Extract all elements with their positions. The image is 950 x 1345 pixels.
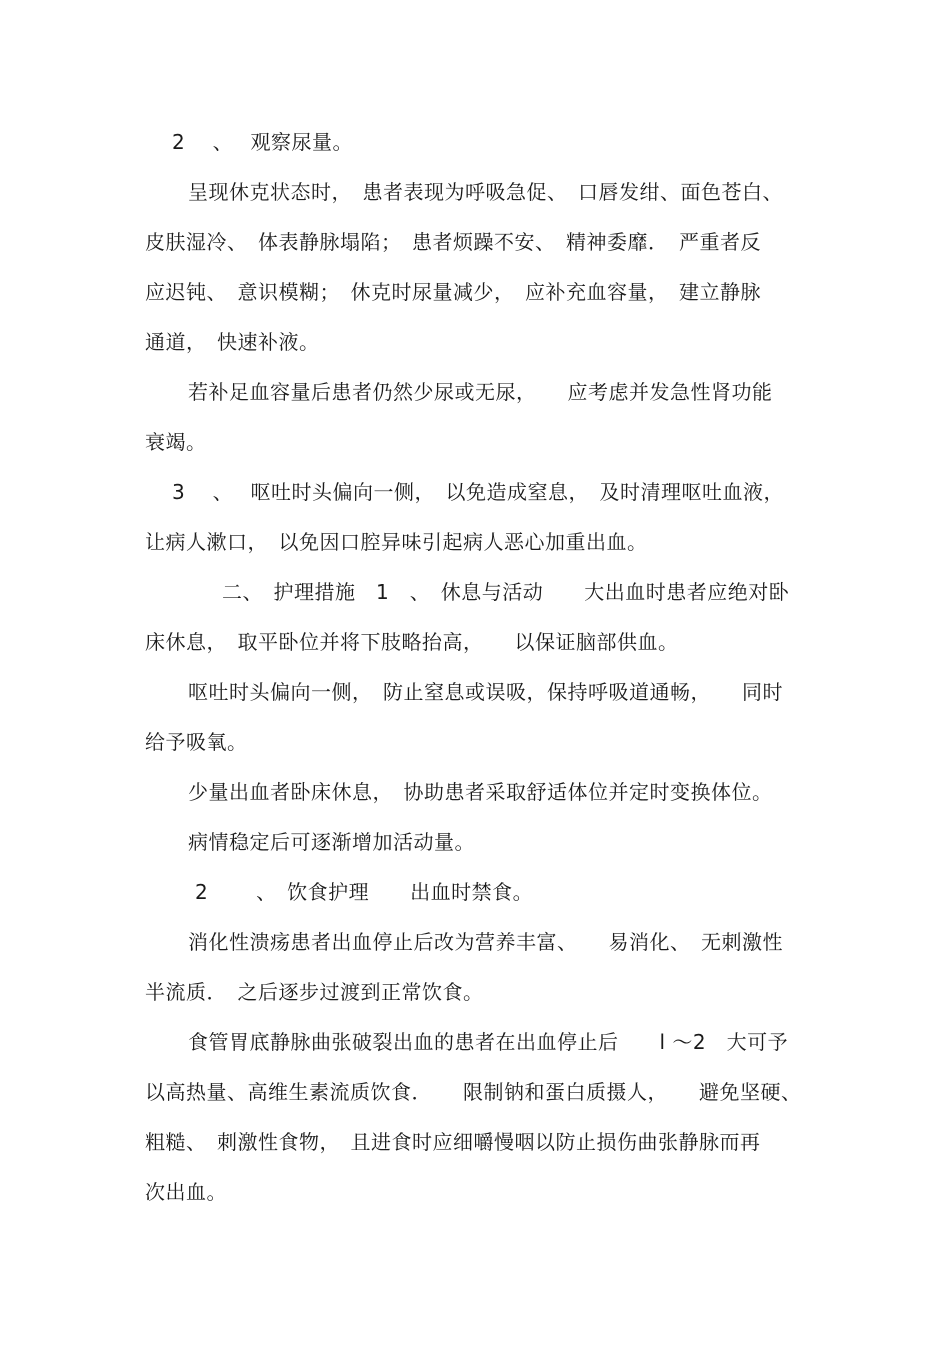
text-line: 应迟钝、 意识模糊； 休克时尿量减少， 应补充血容量， 建立静脉 xyxy=(145,280,761,304)
text-line: 二、 护理措施 1 、 休息与活动 大出血时患者应绝对卧 xyxy=(222,580,790,604)
text-line: 食管胃底静脉曲张破裂出血的患者在出血停止后 l ～2 大可予 xyxy=(188,1030,789,1054)
text-line: 2 、 饮食护理 出血时禁食。 xyxy=(195,880,534,904)
text-line: 给予吸氧。 xyxy=(145,730,248,754)
text-line: 衰竭。 xyxy=(145,430,207,454)
text-line: 病情稳定后可逐渐增加活动量。 xyxy=(188,830,475,854)
text-line: 床休息， 取平卧位并将下肢略抬高， 以保证脑部供血。 xyxy=(145,630,679,654)
text-line: 半流质． 之后逐步过渡到正常饮食。 xyxy=(145,980,484,1004)
text-line: 皮肤湿冷、 体表静脉塌陷； 患者烦躁不安、 精神委靡． 严重者反 xyxy=(145,230,761,254)
text-line: 若补足血容量后患者仍然少尿或无尿， 应考虑并发急性肾功能 xyxy=(188,380,773,404)
text-line: 粗糙、 刺激性食物， 且进食时应细嚼慢咽以防止损伤曲张静脉而再 xyxy=(145,1130,761,1154)
text-line: 呈现休克状态时， 患者表现为呼吸急促、 口唇发绀、面色苍白、 xyxy=(188,180,783,204)
text-line: 次出血。 xyxy=(145,1180,227,1204)
text-line: 让病人漱口， 以免因口腔异味引起病人恶心加重出血。 xyxy=(145,530,648,554)
text-line: 2 、 观察尿量。 xyxy=(172,130,353,154)
text-line: 消化性溃疡患者出血停止后改为营养丰富、 易消化、 无刺激性 xyxy=(188,930,783,954)
text-line: 少量出血者卧床休息， 协助患者采取舒适体位并定时变换体位。 xyxy=(188,780,773,804)
text-line: 3 、 呕吐时头偏向一侧， 以免造成窒息， 及时清理呕吐血液， xyxy=(172,480,784,504)
text-line: 呕吐时头偏向一侧， 防止窒息或误吸，保持呼吸道通畅， 同时 xyxy=(188,680,783,704)
text-line: 以高热量、高维生素流质饮食． 限制钠和蛋白质摄人， 避免坚硬、 xyxy=(145,1080,802,1104)
text-line: 通道， 快速补液。 xyxy=(145,330,320,354)
